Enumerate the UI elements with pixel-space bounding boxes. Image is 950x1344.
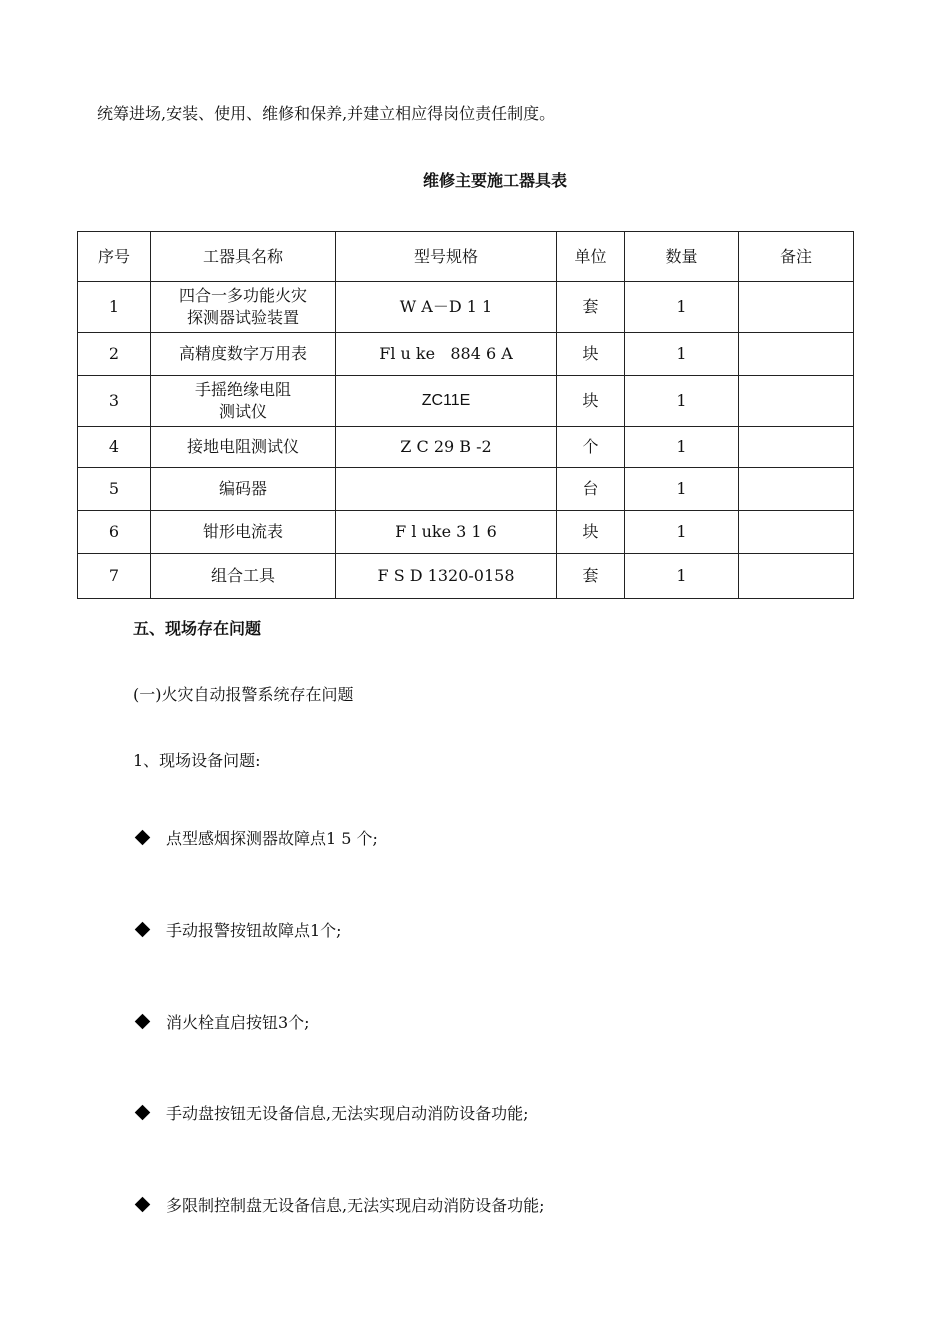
header-cell-unit: 单位 (557, 232, 625, 282)
cell-no: 2 (78, 333, 151, 376)
cell-note (739, 511, 854, 554)
bullet-item (133, 1101, 528, 1124)
cell-model: F l uke 3 1 6 (336, 511, 557, 554)
cell-no: 4 (78, 427, 151, 468)
bullet-text: 消火栓直启按钮3个; (166, 1013, 310, 1032)
cell-model: W A－D 1 1 (336, 282, 557, 333)
table-row (78, 427, 854, 468)
bullet-text: 点型感烟探测器故障点1 5 个; (166, 829, 378, 848)
bullet-item (133, 1010, 310, 1033)
cell-note (739, 468, 854, 511)
cell-qty: 1 (625, 554, 739, 599)
cell-name-line1: 四合一多功能火灾 (178, 286, 307, 305)
diamond-bullet-icon (135, 1105, 151, 1121)
cell-name: 钳形电流表 (151, 511, 336, 554)
cell-unit: 个 (557, 427, 625, 468)
bullet-item (133, 1193, 544, 1216)
cell-model: ZC11E (336, 376, 557, 427)
cell-note (739, 376, 854, 427)
header-cell-note: 备注 (739, 232, 854, 282)
cell-name: 编码器 (151, 468, 336, 511)
cell-no: 5 (78, 468, 151, 511)
cell-model: F S D 1320-0158 (336, 554, 557, 599)
table-row (78, 554, 854, 599)
cell-no: 1 (78, 282, 151, 333)
cell-model: Fl u ke 884 6 A (336, 333, 557, 376)
cell-name-line2: 探测器试验装置 (186, 308, 299, 327)
header-cell-model: 型号规格 (336, 232, 557, 282)
cell-unit: 块 (557, 333, 625, 376)
cell-name (151, 376, 336, 427)
cell-unit: 套 (557, 282, 625, 333)
cell-qty: 1 (625, 511, 739, 554)
diamond-bullet-icon (135, 1014, 151, 1030)
cell-qty: 1 (625, 427, 739, 468)
cell-no: 7 (78, 554, 151, 599)
cell-unit: 台 (557, 468, 625, 511)
cell-qty: 1 (625, 468, 739, 511)
cell-unit: 块 (557, 376, 625, 427)
diamond-bullet-icon (135, 922, 151, 938)
cell-note (739, 282, 854, 333)
tools-table (77, 231, 854, 599)
cell-name (151, 282, 336, 333)
cell-no: 6 (78, 511, 151, 554)
cell-unit: 块 (557, 511, 625, 554)
intro-paragraph: 统筹进场,安装、使用、维修和保养,并建立相应得岗位责任制度。 (97, 104, 556, 123)
cell-model: Z C 29 B -2 (336, 427, 557, 468)
cell-name: 接地电阻测试仪 (151, 427, 336, 468)
table-title: 维修主要施工器具表 (422, 171, 567, 190)
bullet-text: 手动报警按钮故障点1个; (166, 921, 342, 940)
cell-note (739, 554, 854, 599)
cell-model (336, 468, 557, 511)
section-title: 五、现场存在问题 (133, 619, 262, 638)
bullet-item (133, 826, 378, 849)
header-cell-qty: 数量 (625, 232, 739, 282)
bullet-text: 多限制控制盘无设备信息,无法实现启动消防设备功能; (166, 1196, 545, 1215)
cell-name-line1: 手摇绝缘电阻 (194, 380, 291, 399)
diamond-bullet-icon (135, 1197, 151, 1213)
table-row (78, 376, 854, 427)
cell-note (739, 333, 854, 376)
cell-qty: 1 (625, 333, 739, 376)
cell-unit: 套 (557, 554, 625, 599)
cell-no: 3 (78, 376, 151, 427)
header-cell-name: 工器具名称 (151, 232, 336, 282)
cell-name-line2: 测试仪 (218, 402, 267, 421)
table-row (78, 333, 854, 376)
cell-qty: 1 (625, 282, 739, 333)
cell-name: 组合工具 (151, 554, 336, 599)
bullet-item (133, 918, 342, 941)
cell-qty: 1 (625, 376, 739, 427)
table-row (78, 282, 854, 333)
table-header-row (78, 232, 854, 282)
cell-name: 高精度数字万用表 (151, 333, 336, 376)
diamond-bullet-icon (135, 830, 151, 846)
header-cell-no: 序号 (78, 232, 151, 282)
table-row (78, 468, 854, 511)
subsection-title: (一)火灾自动报警系统存在问题 (133, 685, 354, 704)
sub-item-heading: 1、现场设备问题: (133, 751, 261, 770)
bullet-text: 手动盘按钮无设备信息,无法实现启动消防设备功能; (166, 1104, 529, 1123)
table-row (78, 511, 854, 554)
cell-note (739, 427, 854, 468)
